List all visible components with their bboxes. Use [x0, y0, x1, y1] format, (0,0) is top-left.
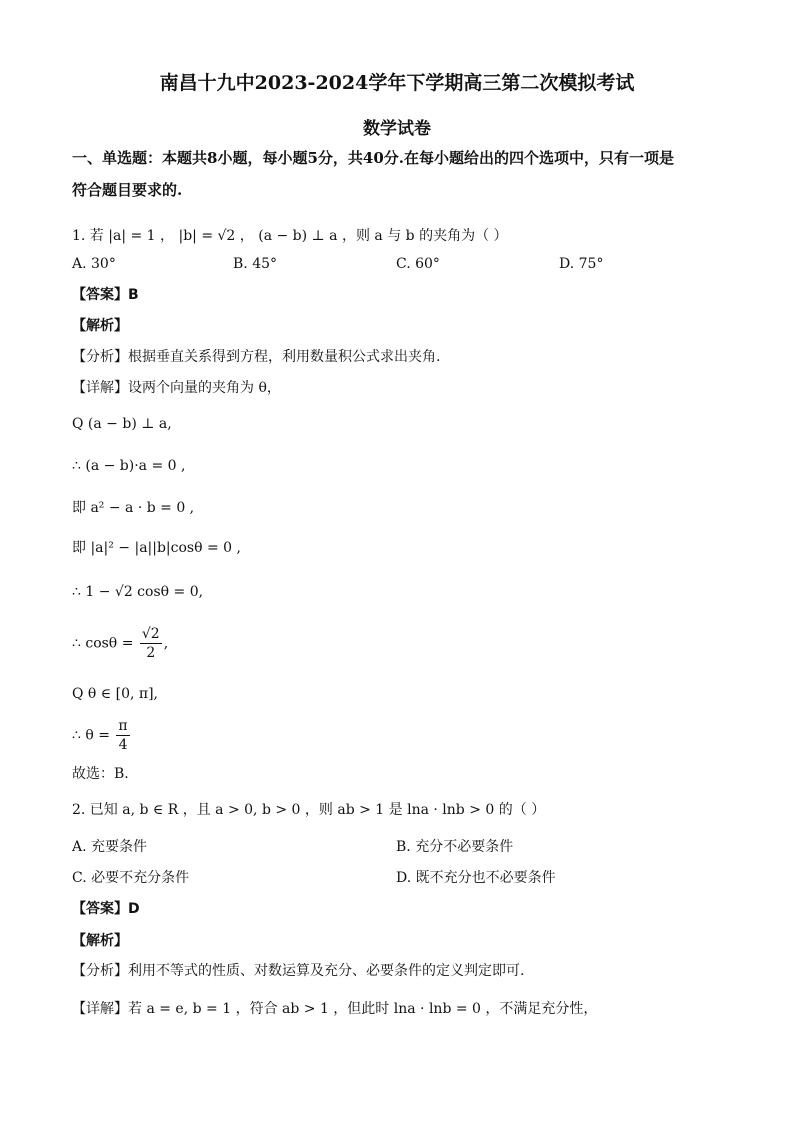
q2-answer: 【答案】D — [72, 901, 140, 917]
q1-step-4: 即 |a|² − |a||b|cosθ = 0 , — [72, 540, 241, 556]
q1-theta-denominator: 4 — [118, 737, 128, 753]
q2-analysis-label: 【解析】 — [72, 933, 128, 949]
q1-detail: 【详解】设两个向量的夹角为 θ， — [72, 380, 281, 396]
q1-cos-denominator: 2 — [146, 645, 156, 661]
q1-option-b: B. 45° — [233, 256, 278, 272]
q1-cos-fraction — [140, 625, 162, 662]
q1-stem: 1. 若 |a| = 1 ， |b| = √2 ， (a − b) ⊥ a ，则 a 与 b 的夹角为（ ） — [72, 228, 508, 244]
q1-cos-numerator: √2 — [141, 626, 160, 642]
q1-step-1: Q (a − b) ⊥ a, — [72, 416, 172, 432]
q1-option-c: C. 60° — [396, 256, 440, 272]
q2-detail: 【详解】若 a = e, b = 1 ，符合 ab > 1 ，但此时 lna · lnb = 0 ，不满足充分性， — [72, 1001, 598, 1017]
q1-step-5: ∴ 1 − √2 cosθ = 0, — [72, 584, 204, 600]
page-subtitle: 数学试卷 — [363, 119, 431, 139]
q1-option-d: D. 75° — [559, 256, 604, 272]
q1-step-3: 即 a² − a · b = 0 , — [72, 500, 195, 516]
q1-answer: 【答案】B — [72, 287, 139, 303]
q2-fenxi: 【分析】利用不等式的性质、对数运算及充分、必要条件的定义判定即可. — [72, 963, 525, 979]
q1-theta-numerator: π — [118, 718, 128, 734]
q1-option-a: A. 30° — [72, 256, 116, 272]
q1-cos-equation — [72, 625, 168, 662]
q2-option-c: C. 必要不充分条件 — [72, 870, 190, 886]
q1-cos-tail: , — [163, 635, 169, 652]
q1-step-2: ∴ (a − b)·a = 0 , — [72, 458, 186, 474]
q1-fenxi: 【分析】根据垂直关系得到方程，利用数量积公式求出夹角. — [72, 349, 441, 365]
q1-analysis-label: 【解析】 — [72, 318, 128, 334]
q2-stem: 2. 已知 a, b ∈ R ，且 a > 0, b > 0 ，则 ab > 1 是 lna · lnb > 0 的（ ） — [72, 802, 546, 818]
q1-range: Q θ ∈ [0, π], — [72, 686, 159, 702]
section-heading-line1: 一、单选题：本题共8小题，每小题5分，共40分.在每小题给出的四个选项中，只有一项是 — [72, 149, 674, 167]
q1-cos-lhs: ∴ cosθ = — [72, 635, 134, 652]
q1-theta-equation — [72, 717, 132, 754]
page-title: 南昌十九中2023-2024学年下学期高三第二次模拟考试 — [159, 72, 635, 94]
q2-option-d: D. 既不充分也不必要条件 — [396, 870, 556, 886]
q2-option-a: A. 充要条件 — [72, 839, 148, 855]
section-heading-line2: 符合题目要求的. — [72, 181, 183, 199]
q1-theta-fraction — [116, 717, 129, 754]
q1-choose: 故选：B. — [72, 766, 129, 782]
q1-theta-lhs: ∴ θ = — [72, 727, 110, 744]
q2-option-b: B. 充分不必要条件 — [396, 839, 514, 855]
